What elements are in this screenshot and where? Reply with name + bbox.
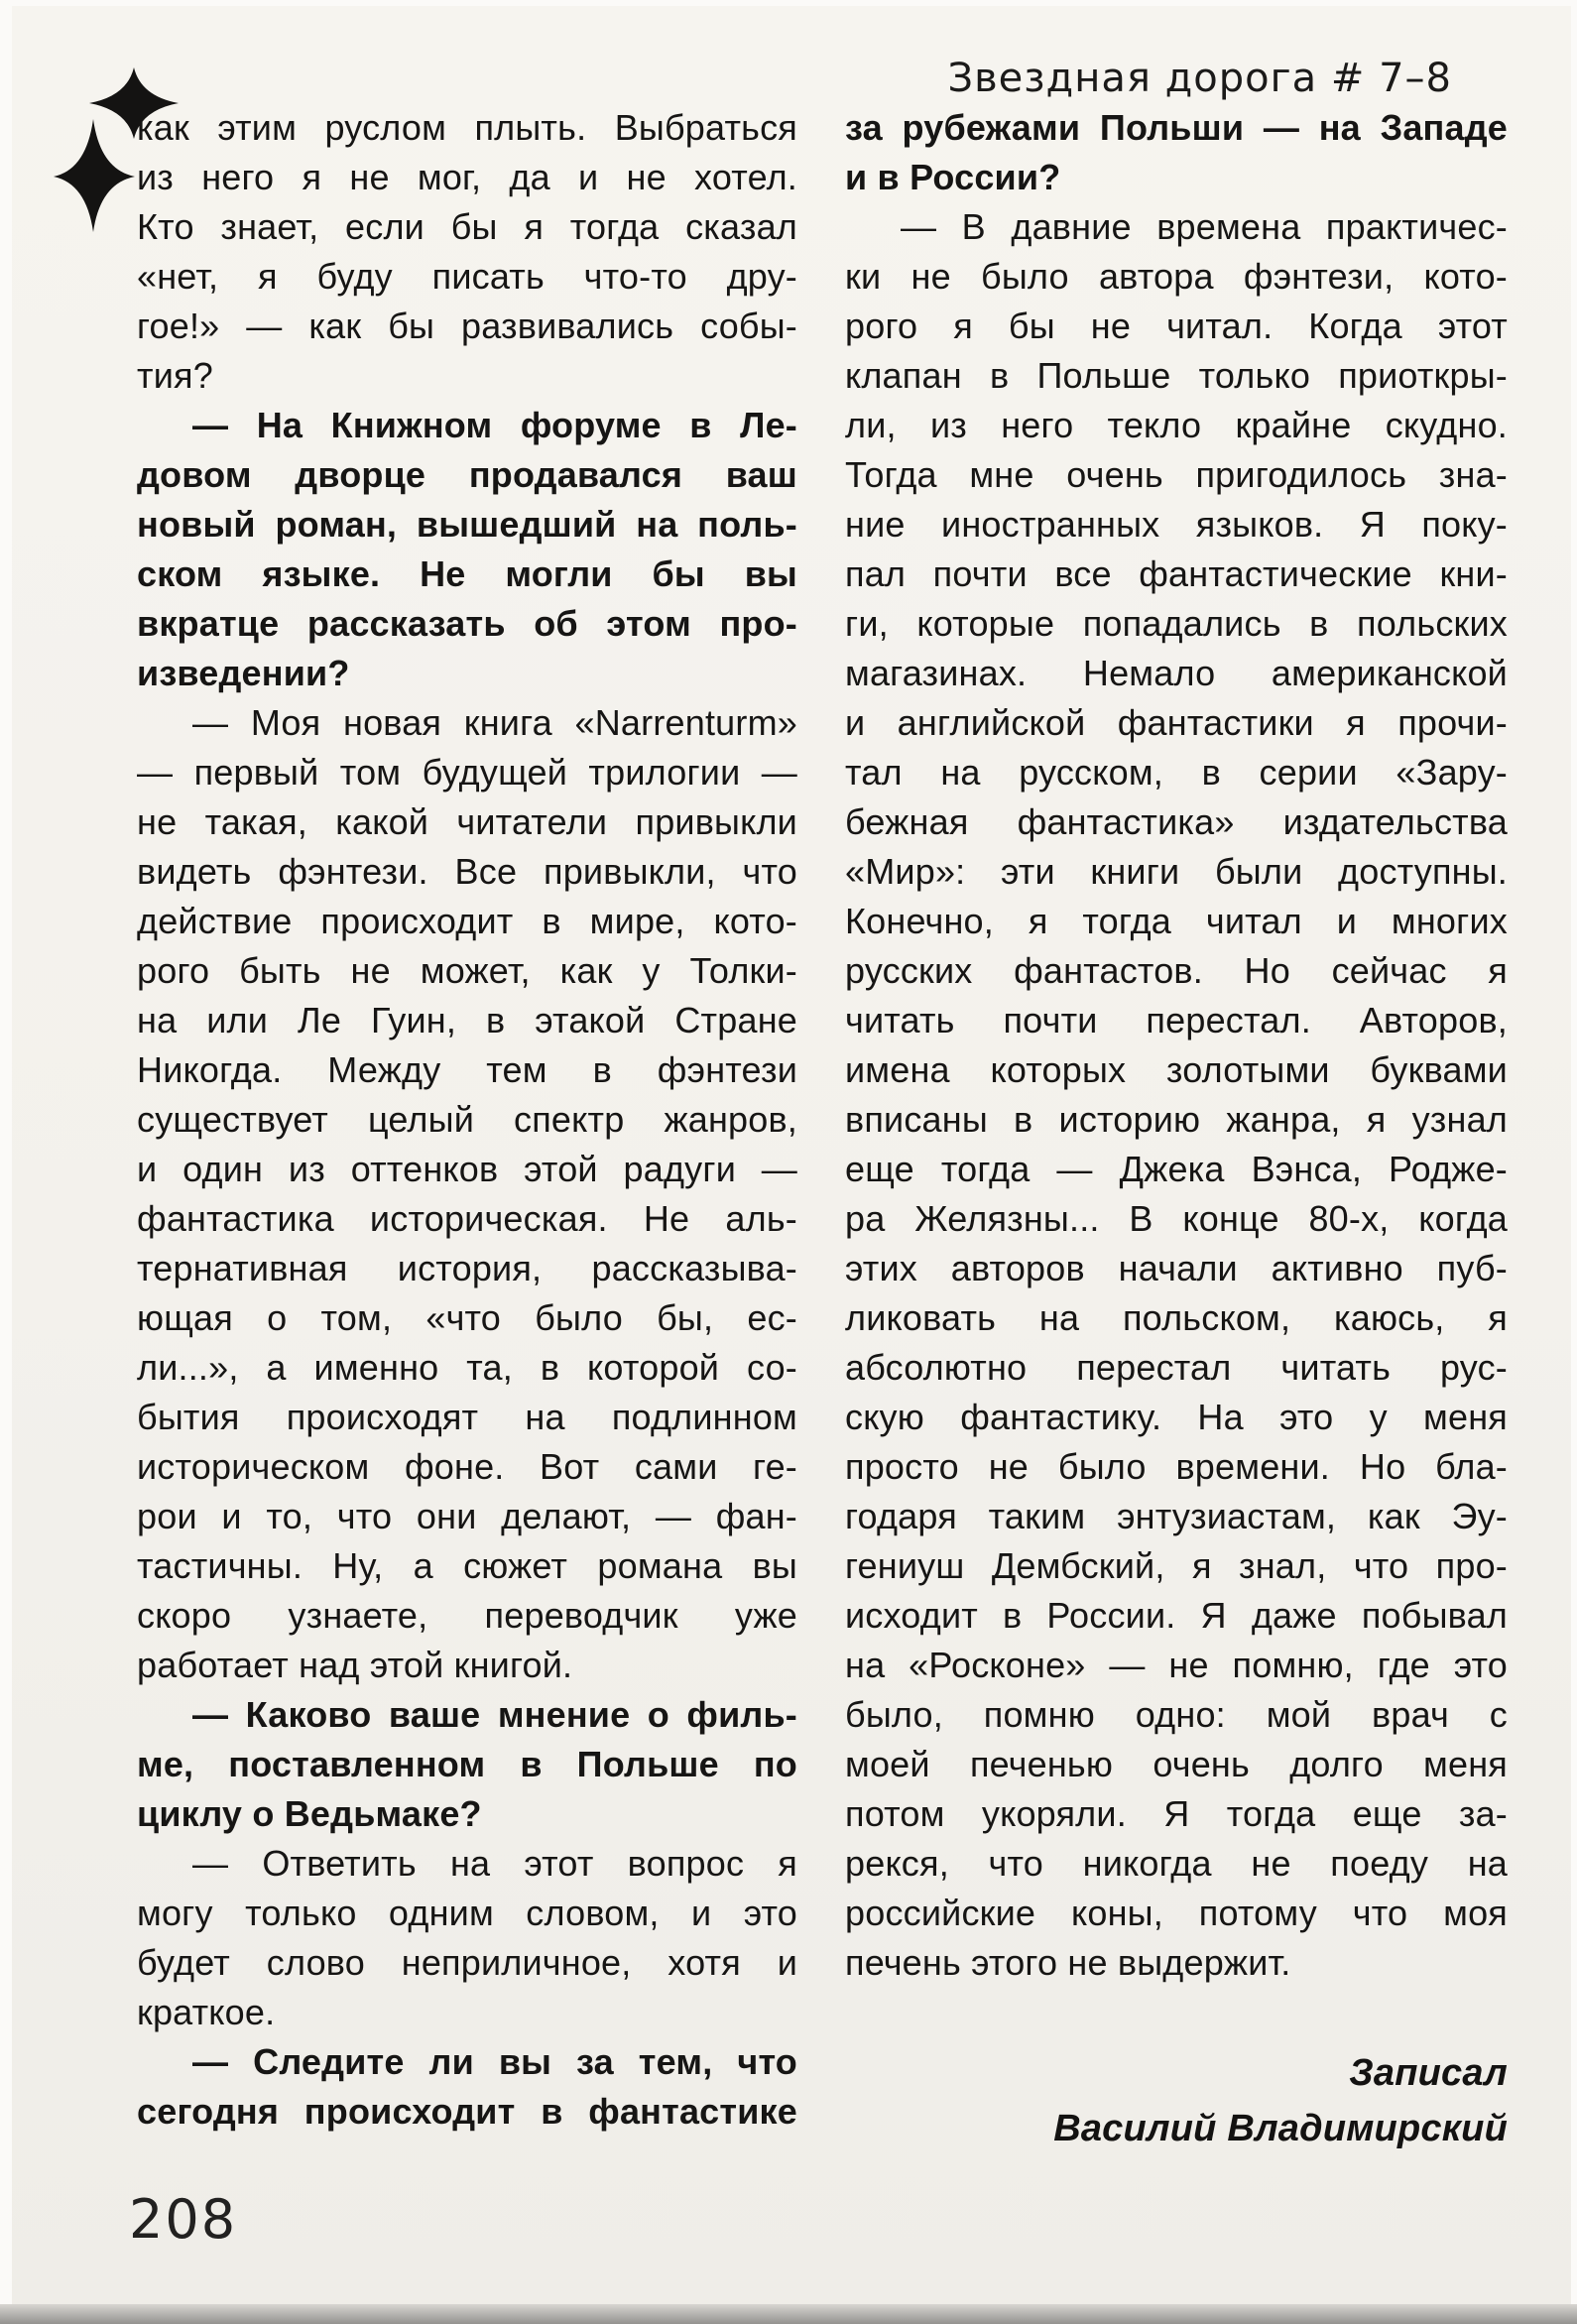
answer-paragraph	[137, 698, 797, 1690]
text-line: исходит в России. Я даже побывал	[845, 1595, 1508, 1636]
text-line: — На Книжном форуме в Ле-	[192, 405, 797, 445]
text-line: не такая, какой читатели привыкли	[137, 801, 797, 842]
text-line: вкратце рассказать об этом про-	[137, 603, 797, 644]
text-line: историческом фоне. Вот сами ге-	[137, 1446, 797, 1487]
answer-paragraph	[137, 1839, 797, 2037]
text-line: на или Ле Гуин, в этакой Стране	[137, 1000, 797, 1040]
question-paragraph	[137, 1690, 797, 1839]
text-line: «нет, я буду писать что-то дру-	[137, 256, 797, 297]
text-line: — Моя новая книга «Narrenturm»	[192, 702, 797, 743]
text-line: ги, которые попадались в польских	[845, 603, 1508, 644]
text-line: российские коны, потому что моя	[845, 1893, 1508, 1933]
text-line: печень этого не выдержит.	[845, 1942, 1291, 1983]
text-line: изведении?	[137, 653, 350, 693]
text-line: этих авторов начали активно пуб-	[845, 1248, 1508, 1288]
text-line: — Ответить на этот вопрос я	[192, 1843, 797, 1884]
text-line: тия?	[137, 355, 213, 396]
text-line: Конечно, я тогда читал и многих	[845, 901, 1508, 941]
answer-paragraph	[137, 103, 797, 401]
question-paragraph	[845, 103, 1508, 202]
text-line: за рубежами Польши — на Западе	[845, 107, 1508, 148]
text-line: русских фантастов. Но сейчас я	[845, 950, 1508, 991]
text-line: ра Желязны... В конце 80-х, когда	[845, 1198, 1508, 1239]
text-line: было, помню одно: мой врач с	[845, 1694, 1508, 1735]
text-line: ние иностранных языков. Я поку-	[845, 504, 1508, 545]
text-line: рои и то, что они делают, — фан-	[137, 1496, 797, 1536]
text-line: Кто знает, если бы я тогда сказал	[137, 206, 797, 247]
text-line: магазинах. Немало американской	[845, 653, 1508, 693]
signature-line: Записал	[1349, 2052, 1508, 2094]
text-line: — В давние времена практичес-	[901, 206, 1508, 247]
text-line: фантастика историческая. Не аль-	[137, 1198, 797, 1239]
text-line: вписаны в историю жанра, я узнал	[845, 1099, 1508, 1140]
text-line: и в России?	[845, 157, 1061, 197]
text-line: ки не было автора фэнтези, кото-	[845, 256, 1508, 297]
page-header-title: Звездная дорога # 7–8	[947, 56, 1452, 101]
right-column	[845, 103, 1508, 2156]
text-line: моей печенью очень долго меня	[845, 1744, 1508, 1784]
text-line: клапан в Польше только приоткры-	[845, 355, 1508, 396]
text-line: и один из оттенков этой радуги —	[137, 1149, 797, 1189]
text-line: читать почти перестал. Авторов,	[845, 1000, 1508, 1040]
text-line: скую фантастику. На это у меня	[845, 1397, 1508, 1437]
signature-line: Василий Владимирский	[1053, 2108, 1508, 2149]
text-line: ском языке. Не могли бы вы	[137, 553, 797, 594]
text-line: действие происходит в мире, кото-	[137, 901, 797, 941]
question-paragraph	[137, 2037, 797, 2137]
left-column	[137, 103, 797, 2137]
text-line: потом укоряли. Я тогда еще за-	[845, 1793, 1508, 1834]
text-line: ме, поставленном в Польше по	[137, 1744, 797, 1784]
text-line: тастичны. Ну, а сюжет романа вы	[137, 1545, 797, 1586]
text-line: пал почти все фантастические кни-	[845, 553, 1508, 594]
scan-edge-shadow	[0, 2304, 1577, 2324]
text-line: скоро узнаете, переводчик уже	[137, 1595, 797, 1636]
text-line: Тогда мне очень пригодилось зна-	[845, 454, 1508, 495]
text-line: рого я бы не читал. Когда этот	[845, 306, 1508, 346]
text-line: работает над этой книгой.	[137, 1645, 573, 1685]
text-line: — первый том будущей трилогии —	[137, 752, 797, 793]
text-line: ющая о том, «что было бы, ес-	[137, 1297, 797, 1338]
text-line: абсолютно перестал читать рус-	[845, 1347, 1508, 1388]
text-line: ли...», а именно та, в которой со-	[137, 1347, 797, 1388]
text-line: годаря таким энтузиастам, как Эу-	[845, 1496, 1508, 1536]
text-line: ликовать на польском, каюсь, я	[845, 1297, 1508, 1338]
text-line: краткое.	[137, 1992, 276, 2032]
text-line: просто не было времени. Но бла-	[845, 1446, 1508, 1487]
text-line: гое!» — как бы развивались собы-	[137, 306, 797, 346]
text-line: довом дворце продавался ваш	[137, 454, 797, 495]
text-line: еще тогда — Джека Вэнса, Родже-	[845, 1149, 1508, 1189]
text-line: ли, из него текло крайне скудно.	[845, 405, 1508, 445]
text-line: тернативная история, рассказыва-	[137, 1248, 797, 1288]
answer-paragraph	[845, 202, 1508, 1988]
text-line: бежная фантастика» издательства	[845, 801, 1508, 842]
page-number: 208	[129, 2188, 238, 2251]
text-line: на «Росконе» — не помню, где это	[845, 1645, 1508, 1685]
text-line: имена которых золотыми буквами	[845, 1049, 1508, 1090]
text-line: существует целый спектр жанров,	[137, 1099, 797, 1140]
text-line: рекся, что никогда не поеду на	[845, 1843, 1508, 1884]
text-line: сегодня происходит в фантастике	[137, 2091, 797, 2132]
interviewer-signature	[845, 2045, 1508, 2156]
text-line: тал на русском, в серии «Зару-	[845, 752, 1508, 793]
text-line: гениуш Дембский, я знал, что про-	[845, 1545, 1508, 1586]
text-line: новый роман, вышедший на поль-	[137, 504, 797, 545]
text-line: и английской фантастики я прочи-	[845, 702, 1508, 743]
text-line: могу только одним словом, и это	[137, 1893, 797, 1933]
question-paragraph	[137, 401, 797, 698]
text-line: рого быть не может, как у Толки-	[137, 950, 797, 991]
text-line: Никогда. Между тем в фэнтези	[137, 1049, 797, 1090]
text-line: циклу о Ведьмаке?	[137, 1793, 482, 1834]
text-line: видеть фэнтези. Все привыкли, что	[137, 851, 797, 892]
text-line: бытия происходят на подлинном	[137, 1397, 797, 1437]
text-line: как этим руслом плыть. Выбраться	[137, 107, 797, 148]
text-line: — Каково ваше мнение о филь-	[192, 1694, 797, 1735]
text-line: — Следите ли вы за тем, что	[192, 2041, 797, 2082]
text-line: «Мир»: эти книги были доступны.	[845, 851, 1508, 892]
text-line: будет слово неприличное, хотя и	[137, 1942, 797, 1983]
text-line: из него я не мог, да и не хотел.	[137, 157, 797, 197]
